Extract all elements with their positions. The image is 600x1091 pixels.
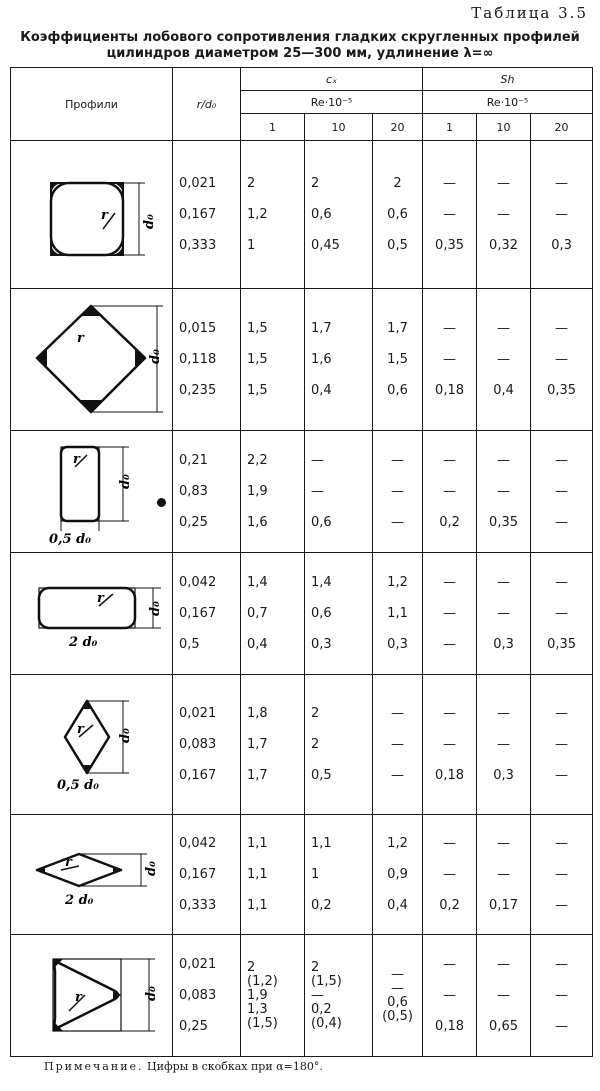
value-cx20: 0,5 (387, 238, 408, 253)
value-cx1: 1,3 (247, 1001, 268, 1017)
value-sh10: — (497, 484, 511, 499)
value-ratio: 0,083 (179, 988, 217, 1003)
value-sh1: — (443, 321, 457, 336)
value-cx1: (1,5) (247, 1015, 278, 1031)
value-sh20: — (555, 453, 569, 468)
value-cx1: 1,1 (247, 836, 268, 851)
diagram-label-d0: d₀ (143, 985, 159, 1001)
value-sh1: — (443, 988, 457, 1003)
table-title (10, 30, 590, 62)
value-sh1: — (443, 606, 457, 621)
value-sh10: — (497, 606, 511, 621)
cell-cx1 (241, 553, 305, 675)
value-sh10: — (497, 957, 511, 972)
value-cx10: 0,2 (311, 898, 332, 913)
value-sh10: — (497, 453, 511, 468)
value-ratio: 0,167 (179, 606, 217, 621)
value-cx1: 1,4 (247, 575, 268, 590)
diagram-label-d0: d₀ (147, 348, 163, 364)
diagram-label-r: r (96, 590, 104, 606)
value-sh20: — (555, 321, 569, 336)
value-sh1: — (443, 957, 457, 972)
value-sh10: — (497, 176, 511, 191)
value-sh1: 0,18 (435, 383, 464, 398)
value-sh10: — (497, 867, 511, 882)
value-cx20: (0,5) (382, 1008, 413, 1024)
value-cx10: (0,4) (311, 1015, 342, 1031)
value-cx10: 2 (311, 959, 320, 975)
value-sh20: 0,35 (547, 383, 577, 398)
value-sh20: 0,3 (551, 238, 572, 253)
cell-sh20 (531, 553, 593, 675)
value-sh10: 0,65 (489, 1019, 518, 1034)
value-sh10: 0,4 (493, 383, 514, 398)
diagram-label-half_d0: 0,5 d₀ (48, 531, 91, 547)
cell-sh1 (423, 553, 477, 675)
value-cx1: 1,8 (247, 706, 268, 721)
value-cx1: 0,7 (247, 606, 268, 621)
value-cx1: 0,4 (247, 637, 268, 652)
value-cx20: 0,9 (387, 867, 408, 882)
value-cx10: 1,4 (311, 575, 332, 590)
diagram-label-r: r (74, 989, 82, 1005)
value-cx10: 0,45 (311, 238, 340, 253)
value-sh20: — (555, 1019, 569, 1034)
value-ratio: 0,083 (179, 737, 217, 752)
profile-diagram (11, 815, 173, 935)
cell-sh1 (423, 675, 477, 815)
value-cx10: 2 (311, 706, 320, 721)
cell-cx10 (305, 553, 373, 675)
value-cx1: 1,6 (247, 515, 268, 530)
value-cx20: 2 (393, 176, 402, 191)
value-ratio: 0,25 (179, 1019, 208, 1034)
value-sh20: 0,35 (547, 637, 577, 652)
header-sh-re-20: 20 (531, 114, 593, 141)
cell-cx20 (373, 553, 423, 675)
note-text: Цифры в скобках при α=180°. (147, 1060, 323, 1073)
profile-diagram (11, 289, 173, 431)
value-sh20: — (555, 836, 569, 851)
value-cx1: 2 (247, 176, 256, 191)
value-ratio: 0,042 (179, 575, 217, 590)
cell-sh20 (531, 431, 593, 553)
value-cx10: — (311, 453, 324, 468)
diagram-label-two_d0: 2 d₀ (64, 892, 93, 908)
cell-sh1 (423, 935, 477, 1057)
value-cx20: 0,6 (387, 207, 408, 222)
value-sh20: — (555, 176, 569, 191)
cell-sh10 (477, 431, 531, 553)
header-cx: cₓ (241, 68, 423, 91)
value-sh1: 0,35 (435, 238, 464, 253)
value-cx10: 0,5 (311, 768, 332, 783)
value-sh20: — (555, 515, 569, 530)
value-cx10: 0,2 (311, 1001, 332, 1017)
profile-diagram (11, 935, 173, 1057)
value-sh1: — (443, 737, 457, 752)
value-cx20: 0,3 (387, 637, 408, 652)
cell-ratio (173, 935, 241, 1057)
value-cx1: 1,7 (247, 768, 268, 783)
cell-cx10 (305, 141, 373, 289)
value-sh1: 0,2 (439, 898, 460, 913)
table-row (11, 815, 593, 935)
value-sh1: 0,18 (435, 768, 464, 783)
table-number: Таблица 3.5 (471, 4, 588, 22)
value-sh20: — (555, 484, 569, 499)
value-cx10: 0,6 (311, 515, 332, 530)
value-cx20: — (391, 768, 405, 783)
value-sh1: — (443, 637, 457, 652)
cell-cx1 (241, 815, 305, 935)
value-sh1: 0,18 (435, 1019, 464, 1034)
value-sh10: — (497, 706, 511, 721)
header-sh: Sh (423, 68, 593, 91)
table-row (11, 431, 593, 553)
diagram-label-r: r (76, 330, 84, 346)
cell-ratio (173, 553, 241, 675)
profile-diagram (11, 141, 173, 289)
value-sh20: — (555, 737, 569, 752)
value-sh20: — (555, 706, 569, 721)
diagram-label-r: r (72, 451, 80, 467)
value-sh20: — (555, 988, 569, 1003)
diagram-label-d0: d₀ (143, 860, 159, 876)
value-sh10: — (497, 575, 511, 590)
value-ratio: 0,118 (179, 352, 217, 367)
header-cx-re-20: 20 (373, 114, 423, 141)
value-cx1: 1,1 (247, 898, 268, 913)
cell-ratio (173, 815, 241, 935)
value-sh20: — (555, 207, 569, 222)
value-cx20: 1,2 (387, 575, 408, 590)
cell-ratio (173, 675, 241, 815)
value-cx20: — (391, 706, 405, 721)
table-row (11, 935, 593, 1057)
value-ratio: 0,21 (179, 453, 208, 468)
profile-diagram (11, 431, 173, 553)
value-sh10: 0,3 (493, 637, 514, 652)
value-cx20: — (391, 515, 405, 530)
value-sh20: — (555, 768, 569, 783)
title-line-1: Коэффициенты лобового сопротивления гладких скругленных профилей (20, 30, 580, 45)
diagram-label-r: r (76, 721, 84, 737)
value-sh10: — (497, 988, 511, 1003)
value-ratio: 0,235 (179, 383, 217, 398)
value-sh20: — (555, 867, 569, 882)
value-cx20: 1,5 (387, 352, 408, 367)
value-sh1: — (443, 207, 457, 222)
cell-cx10 (305, 935, 373, 1057)
cell-cx20 (373, 141, 423, 289)
value-cx20: 0,6 (387, 994, 408, 1010)
diagram-label-two_d0: 2 d₀ (68, 634, 97, 650)
value-cx10: 1,7 (311, 321, 332, 336)
value-ratio: 0,167 (179, 207, 217, 222)
profile-diagram (11, 553, 173, 675)
value-ratio: 0,167 (179, 768, 217, 783)
value-ratio: 0,021 (179, 176, 217, 191)
value-cx20: 1,2 (387, 836, 408, 851)
cell-cx10 (305, 431, 373, 553)
diagram-label-r: r (100, 207, 108, 223)
cell-sh20 (531, 675, 593, 815)
value-sh1: 0,2 (439, 515, 460, 530)
cell-cx20 (373, 431, 423, 553)
value-ratio: 0,333 (179, 238, 217, 253)
value-sh1: — (443, 453, 457, 468)
value-sh1: — (443, 352, 457, 367)
cell-cx20 (373, 289, 423, 431)
value-sh10: — (497, 836, 511, 851)
value-ratio: 0,25 (179, 515, 208, 530)
value-sh10: — (497, 207, 511, 222)
diagram-label-d0: d₀ (147, 600, 163, 616)
value-cx20: — (391, 966, 405, 982)
value-ratio: 0,015 (179, 321, 217, 336)
value-sh1: — (443, 575, 457, 590)
table-row (11, 289, 593, 431)
value-cx1: 2,2 (247, 453, 268, 468)
cell-cx20 (373, 935, 423, 1057)
cell-sh20 (531, 935, 593, 1057)
value-ratio: 0,021 (179, 957, 217, 972)
table-row (11, 675, 593, 815)
value-cx1: 1,5 (247, 352, 268, 367)
note-prefix: Примечание. (44, 1060, 144, 1073)
diagram-label-r: r (64, 854, 72, 870)
cell-cx1 (241, 289, 305, 431)
header-ratio: r/d₀ (173, 68, 241, 141)
value-cx10: (1,5) (311, 973, 342, 989)
value-cx10: 1,6 (311, 352, 332, 367)
cell-sh10 (477, 815, 531, 935)
value-cx10: 1,1 (311, 836, 332, 851)
value-sh20: — (555, 898, 569, 913)
diagram-label-d0: d₀ (117, 727, 133, 743)
value-cx20: 1,1 (387, 606, 408, 621)
value-cx20: — (391, 980, 405, 996)
ink-dot (157, 498, 166, 507)
value-ratio: 0,333 (179, 898, 217, 913)
cell-sh1 (423, 431, 477, 553)
cell-cx1 (241, 675, 305, 815)
drag-coefficient-table (10, 67, 593, 1057)
diagram-label-d0: d₀ (141, 213, 157, 229)
value-sh10: — (497, 321, 511, 336)
value-cx10: — (311, 484, 324, 499)
value-cx20: 0,6 (387, 383, 408, 398)
value-cx1: 1,1 (247, 867, 268, 882)
table-row (11, 141, 593, 289)
value-cx1: 1,9 (247, 987, 268, 1003)
cell-sh20 (531, 815, 593, 935)
header-re-cx: Re·10⁻⁵ (241, 91, 423, 114)
value-cx1: 1,5 (247, 321, 268, 336)
value-sh20: — (555, 606, 569, 621)
value-ratio: 0,021 (179, 706, 217, 721)
value-cx20: 1,7 (387, 321, 408, 336)
value-cx1: (1,2) (247, 973, 278, 989)
cell-cx20 (373, 675, 423, 815)
header-sh-re-1: 1 (423, 114, 477, 141)
value-cx1: 2 (247, 959, 256, 975)
cell-ratio (173, 141, 241, 289)
value-sh20: — (555, 957, 569, 972)
value-cx20: — (391, 484, 405, 499)
value-sh1: — (443, 706, 457, 721)
profile-diagram (11, 675, 173, 815)
cell-sh1 (423, 141, 477, 289)
cell-cx10 (305, 289, 373, 431)
value-sh10: 0,35 (489, 515, 518, 530)
value-sh1: — (443, 836, 457, 851)
header-re-sh: Re·10⁻⁵ (423, 91, 593, 114)
cell-sh10 (477, 935, 531, 1057)
value-sh10: 0,17 (489, 898, 518, 913)
value-cx1: 1,7 (247, 737, 268, 752)
value-sh20: — (555, 575, 569, 590)
cell-sh10 (477, 675, 531, 815)
cell-cx20 (373, 815, 423, 935)
value-cx10: 0,6 (311, 207, 332, 222)
value-cx20: 0,4 (387, 898, 408, 913)
value-cx10: — (311, 987, 324, 1003)
value-sh1: — (443, 484, 457, 499)
cell-sh20 (531, 141, 593, 289)
cell-sh1 (423, 289, 477, 431)
cell-sh10 (477, 553, 531, 675)
value-cx10: 2 (311, 737, 320, 752)
value-sh1: — (443, 176, 457, 191)
value-cx1: 1,2 (247, 207, 268, 222)
table-row (11, 553, 593, 675)
cell-sh10 (477, 141, 531, 289)
value-cx20: — (391, 737, 405, 752)
cell-cx10 (305, 675, 373, 815)
value-ratio: 0,5 (179, 637, 200, 652)
value-sh10: — (497, 737, 511, 752)
diagram-label-half_d0: 0,5 d₀ (56, 777, 99, 793)
cell-sh10 (477, 289, 531, 431)
cell-cx1 (241, 935, 305, 1057)
value-cx10: 1 (311, 867, 320, 882)
value-ratio: 0,042 (179, 836, 217, 851)
value-cx1: 1 (247, 238, 256, 253)
value-cx10: 0,3 (311, 637, 332, 652)
cell-cx10 (305, 815, 373, 935)
cell-cx1 (241, 141, 305, 289)
header-cx-re-10: 10 (305, 114, 373, 141)
value-cx10: 0,6 (311, 606, 332, 621)
header-cx-re-1: 1 (241, 114, 305, 141)
header-sh-re-10: 10 (477, 114, 531, 141)
value-sh10: 0,32 (489, 238, 518, 253)
cell-sh20 (531, 289, 593, 431)
title-line-2: цилиндров диаметром 25—300 мм, удлинение λ=∞ (106, 46, 494, 61)
value-sh1: — (443, 867, 457, 882)
cell-ratio (173, 431, 241, 553)
header-profiles: Профили (11, 68, 173, 141)
value-sh20: — (555, 352, 569, 367)
value-sh10: — (497, 352, 511, 367)
cell-ratio (173, 289, 241, 431)
value-cx1: 1,5 (247, 383, 268, 398)
value-ratio: 0,83 (179, 484, 208, 499)
table-note (44, 1060, 323, 1073)
value-sh10: 0,3 (493, 768, 514, 783)
cell-cx1 (241, 431, 305, 553)
value-cx20: — (391, 453, 405, 468)
value-cx1: 1,9 (247, 484, 268, 499)
value-cx10: 0,4 (311, 383, 332, 398)
cell-sh1 (423, 815, 477, 935)
value-ratio: 0,167 (179, 867, 217, 882)
diagram-label-d0: d₀ (117, 473, 133, 489)
value-cx10: 2 (311, 176, 320, 191)
